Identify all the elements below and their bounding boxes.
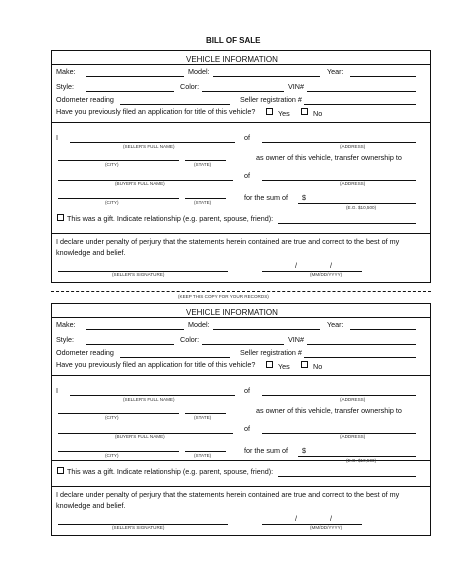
seller-name-caption: (SELLER'S FULL NAME) [123, 144, 175, 149]
declaration-line-1: I declare under penalty of perjury that the statements herein contained are true and correct to the best of my [56, 237, 400, 246]
buyer-city-caption: (CITY) [105, 200, 119, 205]
previously-filed-question: Have you previously filed an application for title of this vehicle? [56, 360, 256, 369]
date-slash: / [295, 261, 297, 270]
divider [51, 233, 431, 234]
seller-name-field[interactable] [70, 395, 235, 396]
keep-copy-note: (KEEP THIS COPY FOR YOUR RECORDS) [178, 294, 269, 299]
owner-transfer-text: as owner of this vehicle, transfer ownership to [256, 406, 402, 415]
sale-amount-field[interactable] [298, 456, 416, 457]
style-field[interactable] [86, 91, 174, 92]
document-title: BILL OF SALE [206, 36, 261, 45]
yes-label: Yes [278, 362, 290, 371]
dollar-sign: $ [302, 446, 306, 455]
divider [51, 375, 431, 376]
model-field[interactable] [213, 329, 320, 330]
no-checkbox[interactable] [301, 108, 308, 115]
year-label: Year: [327, 320, 344, 329]
divider [51, 64, 431, 65]
seller-address-field[interactable] [262, 395, 416, 396]
make-field[interactable] [86, 329, 184, 330]
color-field[interactable] [202, 91, 284, 92]
declaration-line-1: I declare under penalty of perjury that the statements herein contained are true and correct to the best of my [56, 490, 400, 499]
odometer-field[interactable] [120, 104, 230, 105]
odometer-label: Odometer reading [56, 348, 114, 357]
date-format-caption: (MM/DD/YYYY) [310, 272, 343, 277]
seller-city-caption: (CITY) [105, 162, 119, 167]
buyer-state-field[interactable] [185, 198, 226, 199]
buyer-address-field[interactable] [262, 433, 416, 434]
yes-checkbox[interactable] [266, 361, 273, 368]
i-label: I [56, 133, 58, 142]
buyer-state-caption: (STATE) [194, 200, 212, 205]
sum-of-label: for the sum of [244, 446, 288, 455]
divider [51, 317, 431, 318]
no-label: No [313, 362, 323, 371]
buyer-state-field[interactable] [185, 451, 226, 452]
year-field[interactable] [350, 76, 416, 77]
dollar-sign: $ [302, 193, 306, 202]
vin-field[interactable] [307, 344, 416, 345]
seller-state-field[interactable] [185, 160, 226, 161]
seller-name-field[interactable] [70, 142, 235, 143]
year-field[interactable] [350, 329, 416, 330]
vin-label: VIN# [288, 335, 304, 344]
buyer-name-caption: (BUYER'S FULL NAME) [115, 434, 165, 439]
seller-address-caption: (ADDRESS) [340, 144, 366, 149]
odometer-field[interactable] [120, 357, 230, 358]
buyer-city-caption: (CITY) [105, 453, 119, 458]
color-label: Color: [180, 335, 200, 344]
of-label: of [244, 133, 250, 142]
previously-filed-question: Have you previously filed an application for title of this vehicle? [56, 107, 256, 116]
declaration-line-2: knowledge and belief. [56, 501, 126, 510]
buyer-state-caption: (STATE) [194, 453, 212, 458]
owner-transfer-text: as owner of this vehicle, transfer ownership to [256, 153, 402, 162]
divider [51, 122, 431, 123]
date-format-caption: (MM/DD/YYYY) [310, 525, 343, 530]
of-label: of [244, 171, 250, 180]
model-label: Model: [188, 67, 210, 76]
divider [51, 486, 431, 487]
sale-amount-caption: (E.G. $10,500) [346, 458, 377, 463]
gift-label: This was a gift. Indicate relationship (e.g. parent, spouse, friend): [67, 467, 274, 476]
buyer-city-field[interactable] [58, 451, 179, 452]
seller-signature-caption: (SELLER'S SIGNATURE) [112, 272, 165, 277]
gift-relationship-field[interactable] [278, 223, 416, 224]
declaration-line-2: knowledge and belief. [56, 248, 126, 257]
style-label: Style: [56, 335, 74, 344]
no-checkbox[interactable] [301, 361, 308, 368]
seller-city-field[interactable] [58, 413, 179, 414]
sale-amount-caption: (E.G. $10,500) [346, 205, 377, 210]
date-slash: / [330, 261, 332, 270]
gift-relationship-field[interactable] [278, 476, 416, 477]
sum-of-label: for the sum of [244, 193, 288, 202]
seller-address-caption: (ADDRESS) [340, 397, 366, 402]
buyer-city-field[interactable] [58, 198, 179, 199]
model-field[interactable] [213, 76, 320, 77]
model-label: Model: [188, 320, 210, 329]
odometer-label: Odometer reading [56, 95, 114, 104]
seller-registration-field[interactable] [304, 104, 416, 105]
make-field[interactable] [86, 76, 184, 77]
gift-checkbox[interactable] [57, 214, 64, 221]
make-label: Make: [56, 67, 76, 76]
vin-label: VIN# [288, 82, 304, 91]
of-label: of [244, 386, 250, 395]
yes-checkbox[interactable] [266, 108, 273, 115]
buyer-address-caption: (ADDRESS) [340, 434, 366, 439]
buyer-name-caption: (BUYER'S FULL NAME) [115, 181, 165, 186]
i-label: I [56, 386, 58, 395]
seller-address-field[interactable] [262, 142, 416, 143]
style-label: Style: [56, 82, 74, 91]
gift-checkbox[interactable] [57, 467, 64, 474]
gift-label: This was a gift. Indicate relationship (e.g. parent, spouse, friend): [67, 214, 274, 223]
seller-city-caption: (CITY) [105, 415, 119, 420]
seller-registration-label: Seller registration # [240, 95, 302, 104]
buyer-address-caption: (ADDRESS) [340, 181, 366, 186]
seller-state-caption: (STATE) [194, 415, 212, 420]
seller-state-caption: (STATE) [194, 162, 212, 167]
seller-signature-caption: (SELLER'S SIGNATURE) [112, 525, 165, 530]
vehicle-info-heading: VEHICLE INFORMATION [186, 308, 278, 317]
make-label: Make: [56, 320, 76, 329]
year-label: Year: [327, 67, 344, 76]
seller-registration-field[interactable] [304, 357, 416, 358]
seller-state-field[interactable] [185, 413, 226, 414]
date-slash: / [295, 514, 297, 523]
seller-city-field[interactable] [58, 160, 179, 161]
seller-name-caption: (SELLER'S FULL NAME) [123, 397, 175, 402]
color-field[interactable] [202, 344, 284, 345]
seller-registration-label: Seller registration # [240, 348, 302, 357]
sale-amount-field[interactable] [298, 203, 416, 204]
vehicle-info-heading: VEHICLE INFORMATION [186, 55, 278, 64]
bill-of-sale-form-2 [0, 253, 474, 543]
no-label: No [313, 109, 323, 118]
vin-field[interactable] [307, 91, 416, 92]
buyer-address-field[interactable] [262, 180, 416, 181]
date-slash: / [330, 514, 332, 523]
of-label: of [244, 424, 250, 433]
yes-label: Yes [278, 109, 290, 118]
style-field[interactable] [86, 344, 174, 345]
color-label: Color: [180, 82, 200, 91]
